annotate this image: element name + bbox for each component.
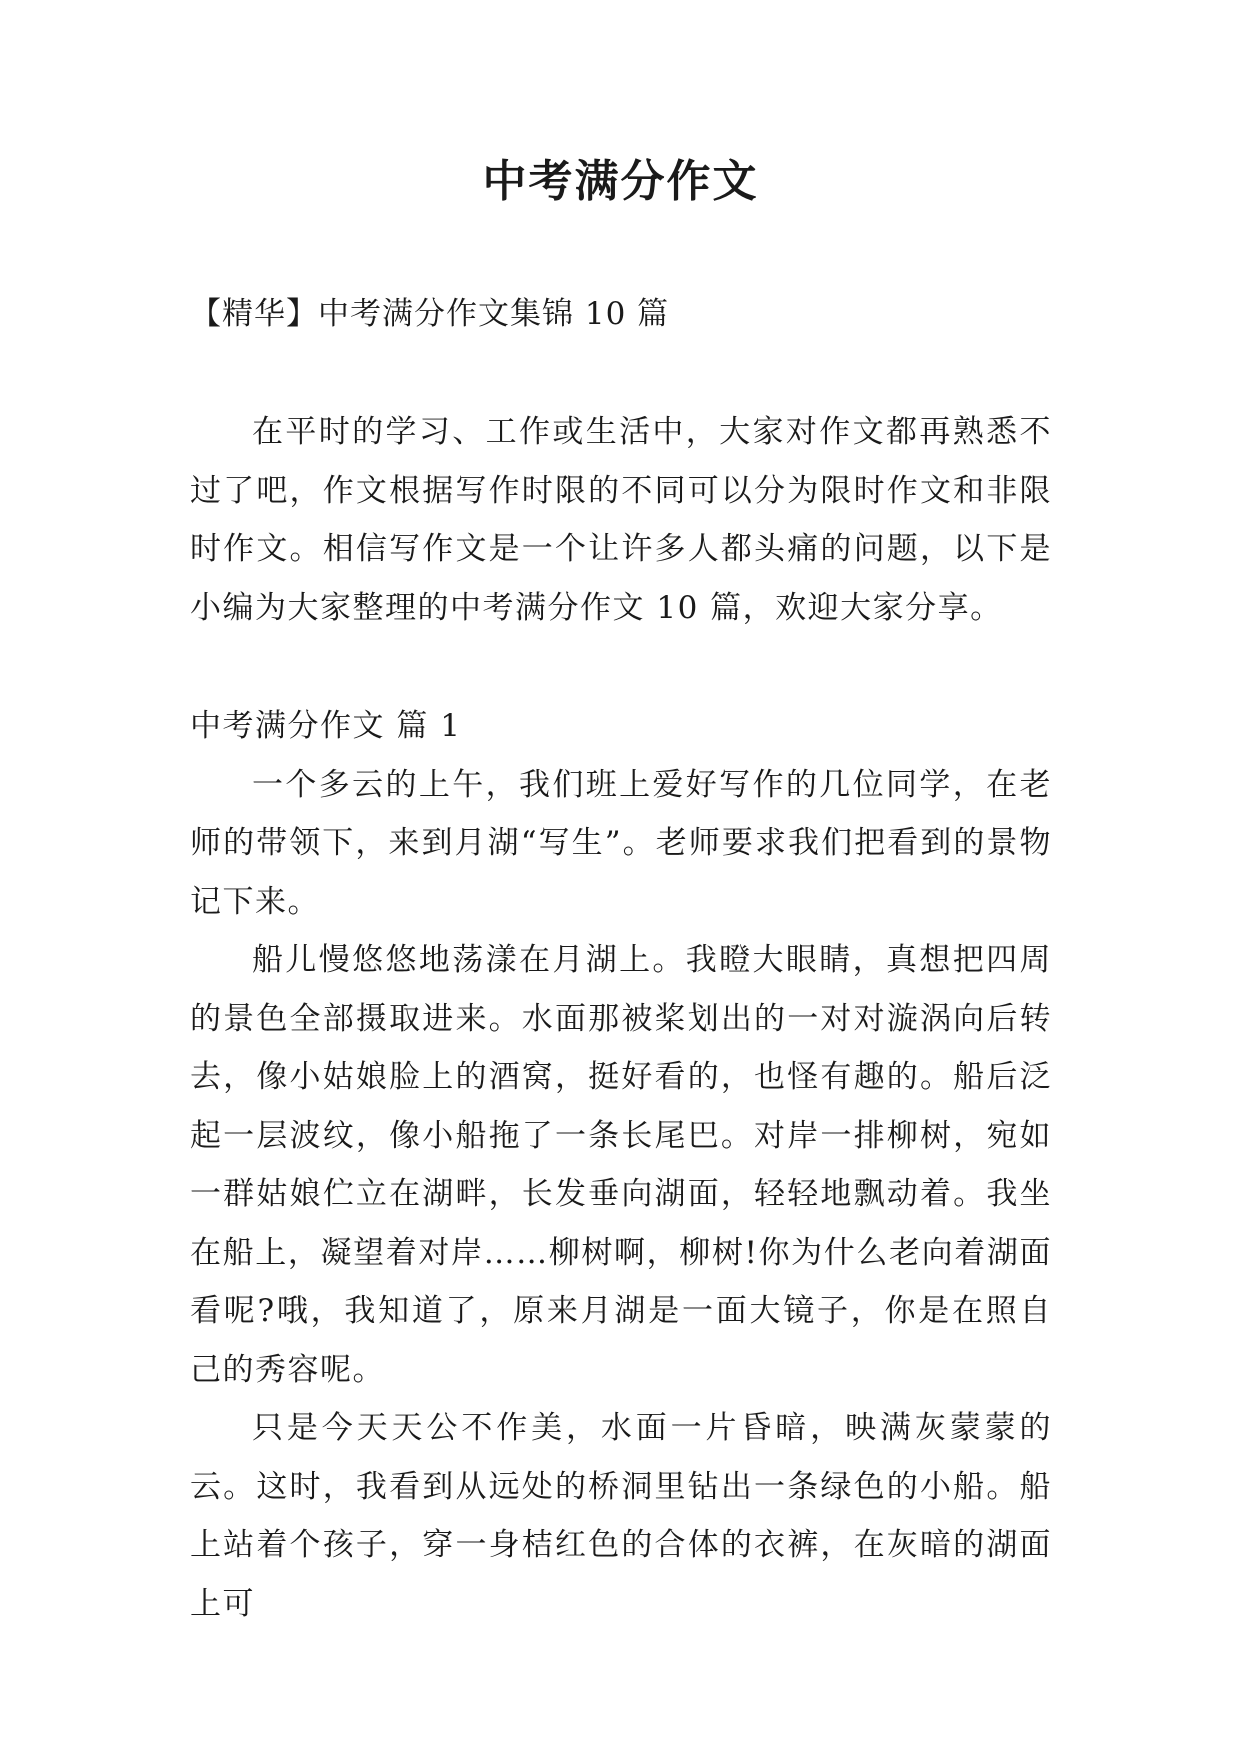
- essay-paragraph-3: 只是今天天公不作美，水面一片昏暗，映满灰蒙蒙的云。这时，我看到从远处的桥洞里钻出一条绿色的小船。船上站着个孩子，穿一身桔红色的合体的衣裤，在灰暗的湖面上可: [190, 1410, 1052, 1622]
- document-subtitle: 【精华】中考满分作文集锦 10 篇: [190, 296, 670, 332]
- essay-paragraph-1: 一个多云的上午，我们班上爱好写作的几位同学，在老师的带领下，来到月湖“写生”。老师要求我们把看到的景物记下来。: [190, 766, 1052, 920]
- document-title: 中考满分作文: [482, 156, 759, 207]
- essay-paragraph-2: 船儿慢悠悠地荡漾在月湖上。我瞪大眼睛，真想把四周的景色全部摄取进来。水面那被桨划出的一对对漩涡向后转去，像小姑娘脸上的酒窝，挺好看的，也怪有趣的。船后泛起一层波纹，像小船拖了一条长尾巴。对岸一排柳树，宛如一群姑娘伫立在湖畔，长发垂向湖面，轻轻地飘动着。我坐在船上，凝望着对岸……柳树啊，柳树!你为什么老向着湖面看呢?哦，我知道了，原来月湖是一面大镜子，你是在照自己的秀容呢。: [190, 942, 1052, 1388]
- essay-heading: 中考满分作文 篇 1: [190, 708, 462, 744]
- essay-section: [190, 697, 1052, 1633]
- intro-section: [190, 403, 1052, 637]
- intro-paragraph: 在平时的学习、工作或生活中，大家对作文都再熟悉不过了吧，作文根据写作时限的不同可以分为限时作文和非限时作文。相信写作文是一个让许多人都头痛的问题，以下是小编为大家整理的中考满分作文 10 篇，欢迎大家分享。: [190, 414, 1052, 626]
